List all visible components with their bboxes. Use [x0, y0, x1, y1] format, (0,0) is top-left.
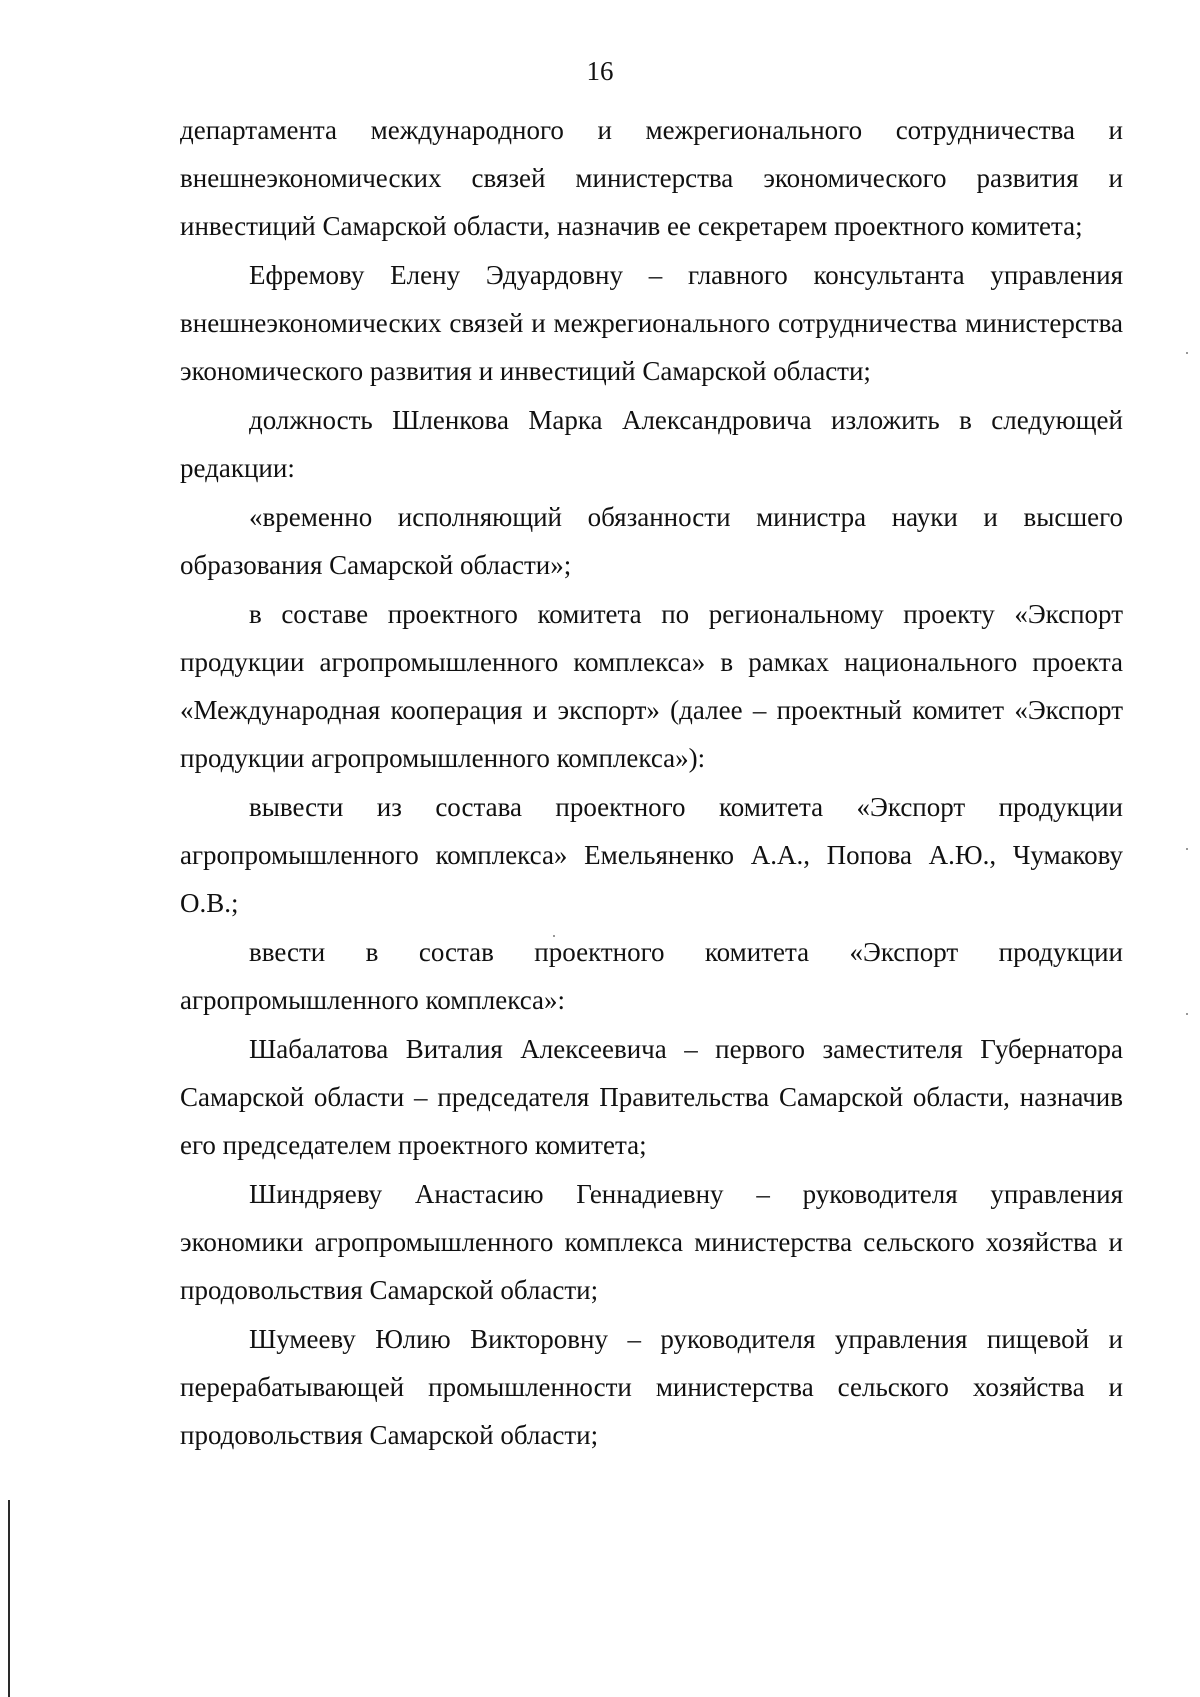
- paragraph-shabalatov: Шабалатова Виталия Алексеевича – первого заместителя Губернатора Самарской области – председателя Правительства Самарской области, назначив его председателем проектного комитета;: [180, 1034, 1123, 1160]
- page-number: 16: [586, 56, 614, 86]
- paragraph-remove-members: вывести из состава проектного комитета «Экспорт продукции агропромышленного комплекса» Емельяненко А.А., Попова А.Ю., Чумакову О.В.;: [180, 792, 1123, 918]
- paragraph-shlenkov-position: должность Шленкова Марка Александровича изложить в следующей редакции:: [180, 405, 1123, 483]
- scan-speck: [1186, 1013, 1188, 1015]
- paragraph-committee-export: в составе проектного комитета по региональному проекту «Экспорт продукции агропромышленного комплекса» в рамках национального проекта «Международная кооперация и экспорт» (далее – проектный комитет «Экспорт продукции агропромышленного комплекса»):: [180, 599, 1123, 773]
- scan-edge-line: [8, 1500, 10, 1697]
- paragraph-shindryaeva: Шиндряеву Анастасию Геннадиевну – руководителя управления экономики агропромышленного комплекса министерства сельского хозяйства и продовольствия Самарской области;: [180, 1179, 1123, 1305]
- scan-speck: [1186, 352, 1188, 354]
- paragraph-efremova: Ефремову Елену Эдуардовну – главного консультанта управления внешнеэкономических связей и межрегионального сотрудничества министерства экономического развития и инвестиций Самарской области;: [180, 260, 1123, 386]
- scan-speck: [553, 935, 555, 937]
- scan-speck: [1186, 848, 1188, 850]
- paragraph-new-wording: «временно исполняющий обязанности министра науки и высшего образования Самарской области»;: [180, 502, 1123, 580]
- paragraph-add-members: ввести в состав проектного комитета «Экспорт продукции агропромышленного комплекса»:: [180, 937, 1123, 1015]
- document-body: [180, 106, 1123, 1460]
- paragraph-shumeeva: Шумееву Юлию Викторовну – руководителя управления пищевой и перерабатывающей промышленности министерства сельского хозяйства и продовольствия Самарской области;: [180, 1324, 1123, 1450]
- paragraph-continuation: департамента международного и межрегионального сотрудничества и внешнеэкономических связей министерства экономического развития и инвестиций Самарской области, назначив ее секретарем проектного комитета;: [180, 115, 1123, 241]
